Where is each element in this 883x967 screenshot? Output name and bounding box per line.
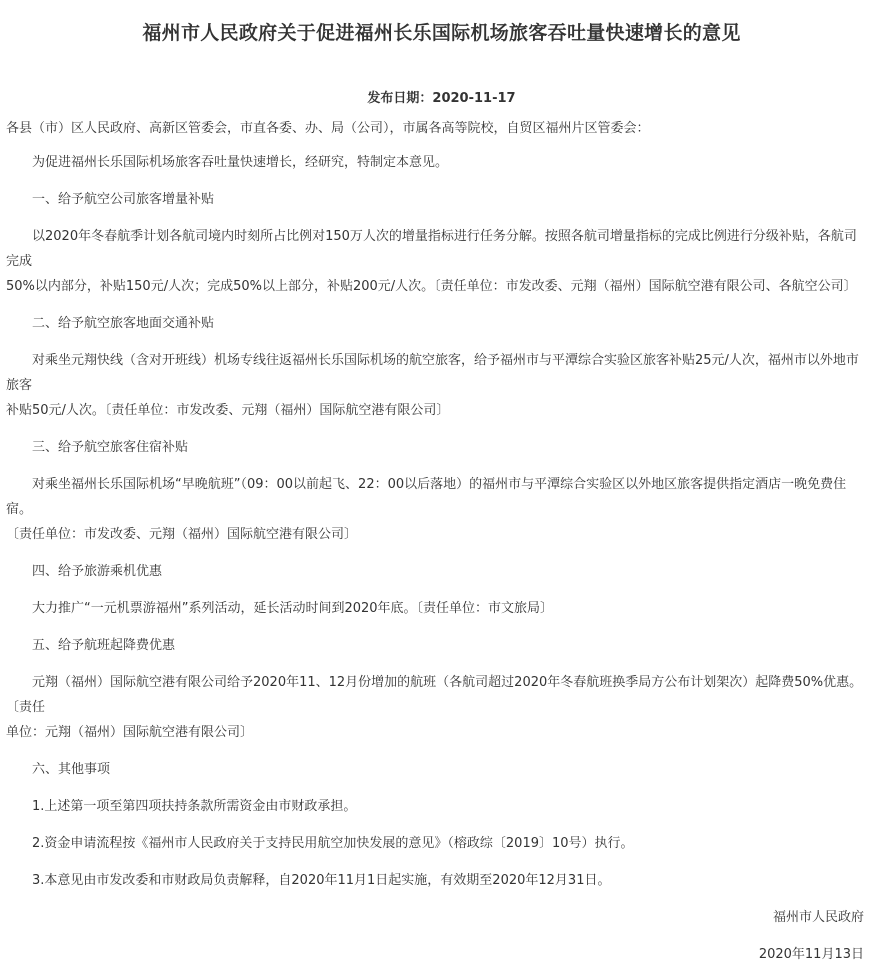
section-5-text-line2: 单位：元翔（福州）国际航空港有限公司〕 (6, 725, 254, 740)
section-4-text-line1: 大力推广“一元机票游福州”系列活动，延长活动时间到2020年底。〔责任单位：市文旅局〕 (32, 601, 554, 616)
document-title: 福州市人民政府关于促进福州长乐国际机场旅客吞吐量快速增长的意见 (142, 22, 741, 44)
signature: 福州市人民政府 (772, 910, 864, 925)
publish-date-label: 发布日期： (367, 91, 433, 106)
publish-date-value: 2020-11-17 (432, 91, 516, 106)
section-3-text-line2: 〔责任单位：市发改委、元翔（福州）国际航空港有限公司〕 (6, 527, 358, 542)
sign-date: 2020年11月13日 (758, 947, 864, 962)
section-3-heading: 三、给予航空旅客住宿补贴 (32, 440, 189, 455)
section-5-text-line1: 元翔（福州）国际航空港有限公司给予2020年11、12月份增加的航班（各航司超过2020年冬春航班换季局方公布计划架次）起降费50%优惠。〔责任 (6, 675, 863, 715)
section-4-heading: 四、给予旅游乘机优惠 (32, 564, 163, 579)
other-item-1: 1.上述第一项至第四项扶持条款所需资金由市财政承担。 (32, 799, 357, 814)
section-6-heading: 六、其他事项 (32, 762, 111, 777)
section-1-text-line1: 以2020年冬春航季计划各航司境内时刻所占比例对150万人次的增量指标进行任务分解。按照各航司增量指标的完成比例进行分级补贴，各航司完成 (6, 229, 857, 269)
section-2-text-line2: 补贴50元/人次。〔责任单位：市发改委、元翔（福州）国际航空港有限公司〕 (6, 403, 450, 418)
section-1-text-line2: 50%以内部分，补贴150元/人次；完成50%以上部分，补贴200元/人次。〔责任单位：市发改委、元翔（福州）国际航空港有限公司、各航空公司〕 (6, 279, 857, 294)
intro-paragraph: 为促进福州长乐国际机场旅客吞吐量快速增长，经研究，特制定本意见。 (32, 155, 449, 170)
section-2-heading: 二、给予航空旅客地面交通补贴 (32, 316, 215, 331)
section-3-text-line1: 对乘坐福州长乐国际机场“早晚航班”（09：00以前起飞、22：00以后落地）的福州市与平潭综合实验区以外地区旅客提供指定酒店一晚免费住宿。 (6, 477, 847, 517)
document-body (6, 116, 864, 967)
other-item-2: 2.资金申请流程按《福州市人民政府关于支持民用航空加快发展的意见》（榕政综〔2019〕10号）执行。 (32, 836, 634, 851)
publish-date (0, 87, 883, 106)
section-2-text-line1: 对乘坐元翔快线（含对开班线）机场专线往返福州长乐国际机场的航空旅客，给予福州市与平潭综合实验区旅客补贴25元/人次，福州市以外地市旅客 (6, 353, 859, 393)
section-5-heading: 五、给予航班起降费优惠 (32, 638, 176, 653)
salutation: 各县（市）区人民政府、高新区管委会，市直各委、办、局（公司），市属各高等院校，自贸区福州片区管委会： (6, 121, 650, 136)
section-1-heading: 一、给予航空公司旅客增量补贴 (32, 192, 215, 207)
other-item-3: 3.本意见由市发改委和市财政局负责解释，自2020年11月1日起实施，有效期至2020年12月31日。 (32, 873, 611, 888)
